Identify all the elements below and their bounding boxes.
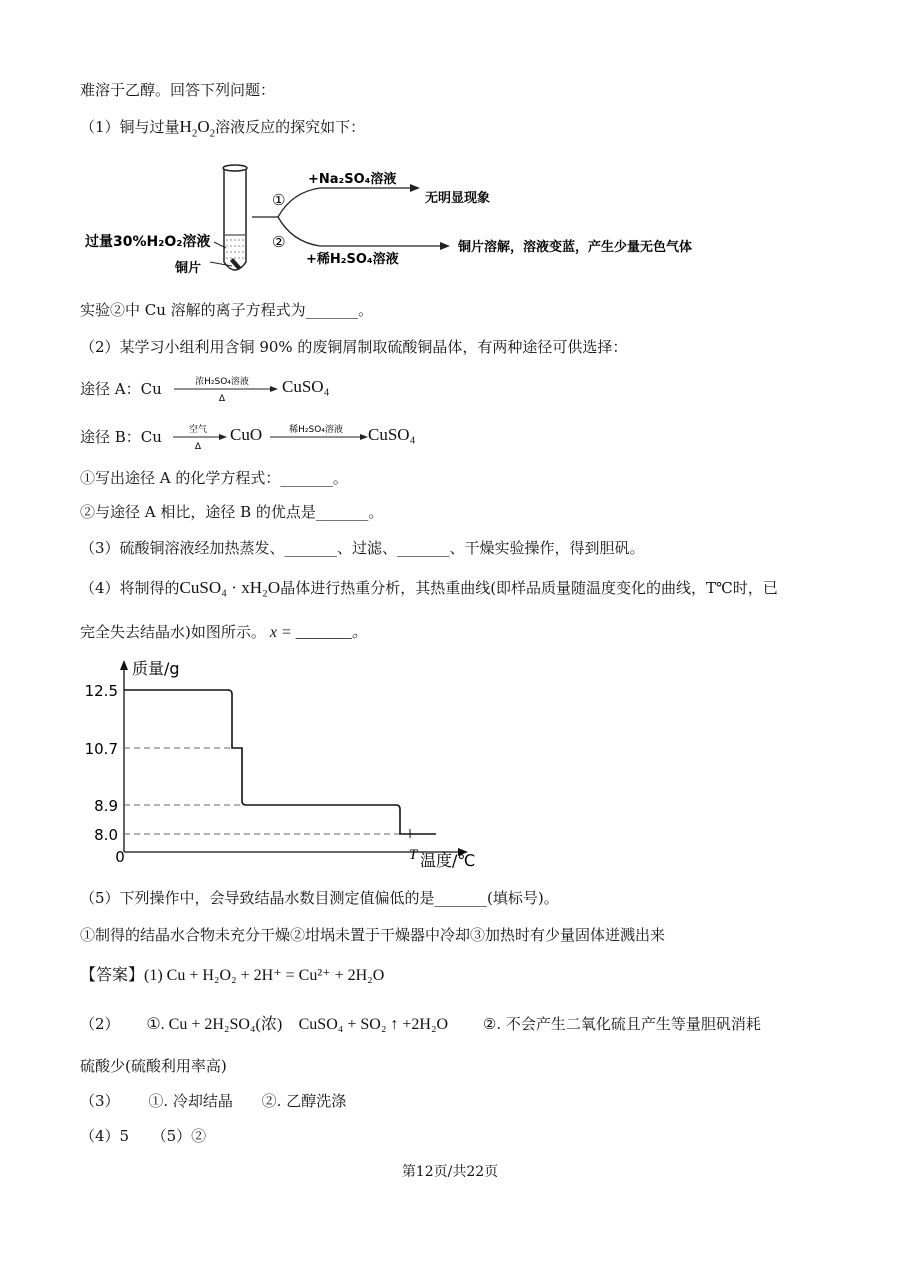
answer-2 [80,1014,761,1035]
route-b-label: 途径 B：Cu [80,428,162,446]
route-b-arrow2-icon [268,420,378,456]
route-b-over1: 空气 [188,425,208,435]
answer-1 [80,965,384,986]
x-axis-label: 温度/℃ [420,851,476,870]
q4-line2-text: 完全失去结晶水)如图所示。 [80,623,266,641]
answer-3-part2: ②. 乙醇洗涤 [261,1092,347,1110]
branch2-reagent: +稀H₂SO₄溶液 [306,252,399,267]
route-a-under: Δ [218,394,226,404]
route-a-over: 浓H₂SO₄溶液 [195,377,249,387]
route-b-over2: 稀H₂SO₄溶液 [289,425,343,435]
answer-2-part2: ②. 不会产生二氧化硫且产生等量胆矾消耗 [482,1015,761,1033]
y-tick-group [85,682,118,844]
q1-stem-b: 溶液反应的探究如下： [215,118,366,136]
test-tube-icon [223,165,247,270]
y-axis-arrow-icon [120,660,128,670]
thermogravimetric-chart [80,656,520,871]
answer-3-part1: ①. 冷却结晶 [148,1092,233,1110]
t-marker-label: T [408,847,418,863]
intro-text: 难溶于乙醇。回答下列问题： [80,81,276,99]
route-a-label: 途径 A：Cu [80,380,162,398]
y-tick-label: 12.5 [84,682,118,700]
q4-line1 [80,578,778,598]
answer-4-5: （4）5 （5）② [80,1127,207,1145]
branch1-result: 无明显现象 [425,191,491,206]
q4-x-answer: x = _______。 [269,624,368,641]
answer-2-cont: 硫酸少(硫酸利用率高) [80,1057,227,1075]
y-tick-label: 8.9 [94,797,118,815]
branch1-number: ① [272,191,286,209]
route-a-arrow-icon [172,372,282,408]
branch1-reagent: +Na₂SO₄溶液 [308,172,397,187]
q4-line1-b: 晶体进行热重分析，其热重曲线(即样品质量随温度变化的曲线，T℃时，已 [280,579,778,597]
q2-sub2: ②与途径 A 相比，途径 B 的优点是_______。 [80,503,384,521]
branch2-number: ② [272,233,286,251]
answer-3 [80,1091,346,1111]
copper-experiment-diagram [80,158,720,288]
q2-sub1: ①写出途径 A 的化学方程式：_______。 [80,469,348,487]
y-tick-label: 8.0 [94,826,118,844]
q1-stem-a: （1）铜与过量 [80,118,180,136]
q2-stem: （2）某学习小组利用含铜 90% 的废铜屑制取硫酸铜晶体，有两种途径可供选择： [80,338,628,356]
q1-stem [80,117,365,143]
route-b-under1: Δ [194,442,202,452]
y-tick-label: 10.7 [84,740,118,758]
y-axis-label: 质量/g [132,659,180,678]
origin-label: 0 [115,848,125,866]
mass-curve [124,690,436,834]
answer-tag: 【答案】 [80,965,145,984]
q4-line1-a: （4）将制得的 [80,579,180,597]
route-a-product: CuSO₄ [282,377,330,396]
q3-text: （3）硫酸铜溶液经加热蒸发、_______、过滤、_______、干燥实验操作，得到胆矾。 [80,539,645,557]
route-b-arrow1-icon [171,420,231,456]
answer-2-part1: ①. Cu + 2H₂SO₄(浓)⃞ CuSO₄ + SO₂ ↑ +2H₂O [146,1016,449,1033]
guide-lines [124,690,402,834]
tube-label: 过量30%H₂O₂溶液 [85,234,211,250]
q5-stem: （5）下列操作中，会导致结晶水数目测定值偏低的是_______(填标号)。 [80,889,559,907]
route-b-mid: CuO [230,425,263,444]
answer-3-num: （3） [80,1092,120,1110]
q4-line2 [80,622,368,643]
q4-formula: CuSO₄ · xH₂O [179,578,281,597]
h2o2-formula: $H_2O_2$ [179,117,216,140]
copper-label: 铜片 [175,261,202,276]
answer-2-num: （2） [80,1015,120,1033]
q5-options: ①制得的结晶水合物未充分干燥②坩埚未置于干燥器中冷却③加热时有少量固体迸溅出来 [80,926,666,944]
q1-question: 实验②中 Cu 溶解的离子方程式为_______。 [80,301,374,319]
page-footer: 第12页/共22页 [401,1164,499,1180]
answer-1-text: (1) Cu + H₂O₂ + 2H⁺ = Cu²⁺ + 2H₂O [144,967,385,984]
branch2-result: 铜片溶解，溶液变蓝，产生少量无色气体 [458,240,693,255]
route-b-product: CuSO₄ [368,425,416,444]
